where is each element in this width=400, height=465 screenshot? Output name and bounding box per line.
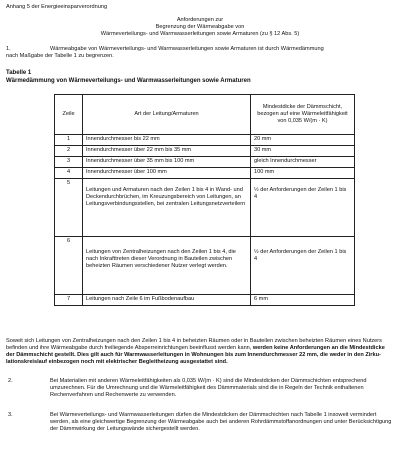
row-art: Innendurchmesser über 22 mm bis 35 mm xyxy=(83,146,251,157)
title-line-1: Anforderungen zur xyxy=(176,17,224,23)
section-1-line-1: Wärmeabgabe von Wärmeverteilungs- und Warmwasserleitungen sowie Armaturen ist durch Wärmedämmung xyxy=(50,46,324,52)
table-caption xyxy=(6,70,251,85)
section-2 xyxy=(6,378,394,399)
after-table-bold: werden keine Anforderungen an die Mindestdicke der Dämmschicht gestellt. Dies gilt auch für Warmwasserleitungen in Wohnungen bis zum Innendurchmesser 22 mm, die weder in den Zirkulationskreislauf einbezogen noch mit elektrischer Begleitheizung ausgestattet sind. xyxy=(6,345,385,366)
row-zeile: 5 xyxy=(55,179,83,237)
section-3-body xyxy=(6,412,394,433)
row-dicke: 20 mm xyxy=(251,135,355,146)
after-table-paragraph xyxy=(6,338,394,367)
section-1-line-2: nach Maßgabe der Tabelle 1 zu begrenzen. xyxy=(6,53,114,60)
table-row xyxy=(55,179,355,237)
table-row xyxy=(55,157,355,168)
section-3-number: 3. xyxy=(8,412,13,418)
document-header: Anhang 5 der Energieeinsparverordnung xyxy=(6,4,108,10)
row-zeile: 7 xyxy=(55,295,83,306)
table-row xyxy=(55,295,355,306)
row-zeile: 2 xyxy=(55,146,83,157)
table-row xyxy=(55,146,355,157)
row-dicke: gleich Innendurchmesser xyxy=(251,157,355,168)
document-title xyxy=(0,17,400,38)
section-2-body xyxy=(6,378,394,399)
table-header-row xyxy=(55,95,355,135)
row-zeile: 1 xyxy=(55,135,83,146)
section-3 xyxy=(6,412,394,433)
row-art: Innendurchmesser bis 22 mm xyxy=(83,135,251,146)
section-1 xyxy=(6,46,394,60)
after-table-normal: Soweit sich Leitungen von Zentralheizungen nach den Zeilen 1 bis 4 in beheizten Räumen oder in Bauteilen zwischen beheizten Räumen eines Nutzers befinden und ihre Wärmeabgabe durch freiliegende Absperreinrichtungen beeinflusst werden kann, xyxy=(6,338,382,352)
row-art: Leitungen von Zentralheizungen nach den Zeilen 1 bis 4, die nach Inkrafttreten dieser Verordnung in Bauteilen zwischen beheizten Räumen verschiedener Nutzer verlegt werden. xyxy=(83,237,251,295)
row-zeile: 4 xyxy=(55,168,83,179)
row-art: Leitungen und Armaturen nach den Zeilen 1 bis 4 in Wand- und Deckendurchbrüchen, im Kreuzungsbereich von Leitungen, an Leitungsverbindungsstellen, bei zentralen Leitungsnetzverteilern xyxy=(83,179,251,237)
title-line-2: Begrenzung der Wärmeabgabe von xyxy=(155,24,245,31)
header-art: Art der Leitung/Armaturen xyxy=(83,95,251,135)
table-caption-text: Wärmedämmung von Wärmeverteilungs- und Warmwasserleitungen sowie Armaturen xyxy=(6,77,251,84)
row-dicke: 100 mm xyxy=(251,168,355,179)
header-zeile: Zeile xyxy=(55,95,83,135)
row-art: Innendurchmesser über 100 mm xyxy=(83,168,251,179)
section-2-number: 2. xyxy=(8,378,13,384)
table-row xyxy=(55,135,355,146)
table-caption-number: Tabelle 1 xyxy=(6,70,32,76)
row-dicke: ½ der Anforderungen der Zeilen 1 bis 4 xyxy=(251,237,355,295)
table-row xyxy=(55,168,355,179)
section-3-text: Bei Wärmeverteilungs- und Warmwasserleitungen dürfen die Mindestdicken der Dämmschichten nach Tabelle 1 insoweit vermindert werden, als eine gleichwertige Begrenzung der Wärmeabgabe auch bei anderen Rohrdämmstoffanordnungen und unter Berücksichtigung der Dämmwirkung der Leitungswände sichergestellt werden. xyxy=(50,412,392,433)
table-row xyxy=(55,237,355,295)
insulation-table xyxy=(54,94,355,306)
row-zeile: 6 xyxy=(55,237,83,295)
row-dicke: 6 mm xyxy=(251,295,355,306)
row-dicke: 30 mm xyxy=(251,146,355,157)
row-art: Innendurchmesser über 35 mm bis 100 mm xyxy=(83,157,251,168)
header-dicke: Mindestdicke der Dämmschicht, bezogen auf eine Wärmeleitfähigkeit von 0,035 W/(m · K) xyxy=(251,95,355,135)
title-line-3: Wärmeverteilungs- und Warmwasserleitungen sowie Armaturen (zu § 12 Abs. 5) xyxy=(100,31,300,38)
row-art: Leitungen nach Zeile 6 im Fußbodenaufbau xyxy=(83,295,251,306)
row-zeile: 3 xyxy=(55,157,83,168)
row-dicke: ½ der Anforderungen der Zeilen 1 bis 4 xyxy=(251,179,355,237)
section-1-number: 1. xyxy=(6,46,11,52)
section-2-text: Bei Materialien mit anderen Wärmeleitfähigkeiten als 0,035 W/(m · K) sind die Mindestdicken der Dämmschichten entsprechend umzurechnen. Für die Umrechnung und die Wärmeleitfähigkeit des Dämmmaterials sind die in Regeln der Technik enthaltenen Rechenverfahren und Rechenwerte zu verwenden. xyxy=(50,378,367,399)
